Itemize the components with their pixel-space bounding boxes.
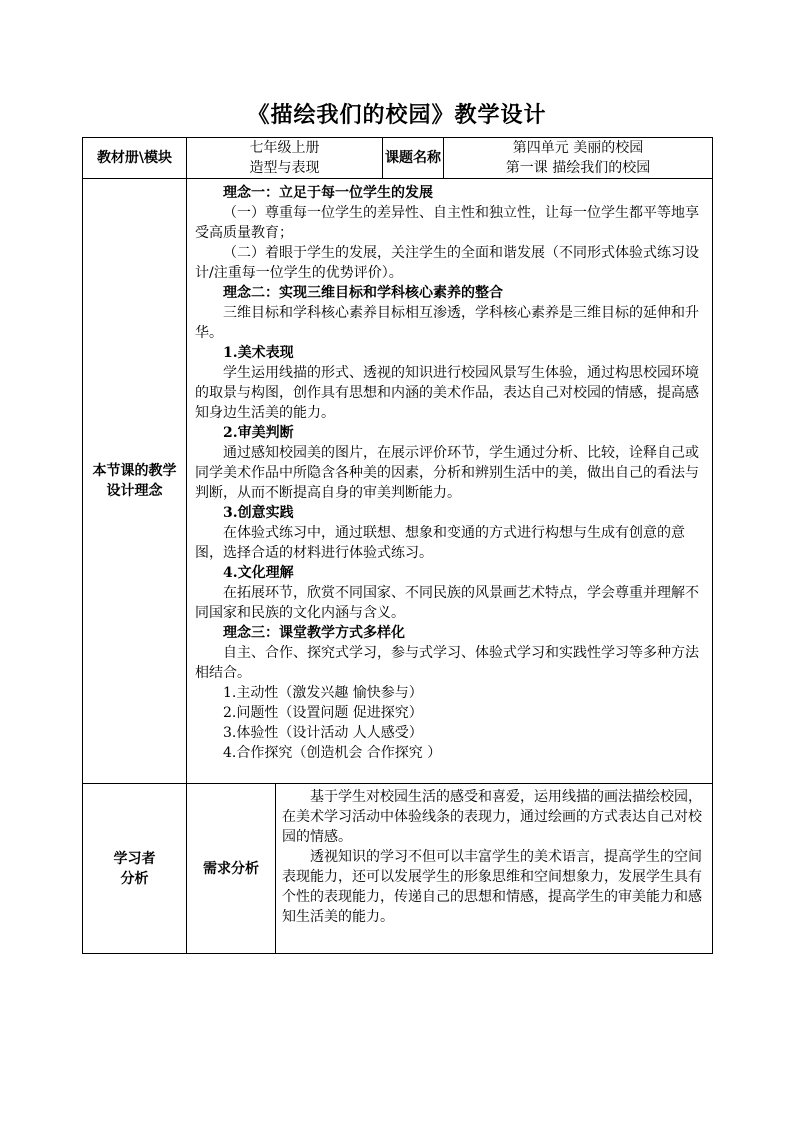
concept-paragraph: 在拓展环节，欣赏不同国家、不同民族的风景画艺术特点，学会尊重并理解不同国家和民族的文化内涵与含义。 <box>195 585 699 621</box>
concept-paragraph: （二）着眼于学生的发展，关注学生的全面和谐发展（不同形式体验式练习设计/注重每一位学生的优势评价）。 <box>195 245 699 281</box>
topic-value-line2: 第一课 描绘我们的校园 <box>505 160 651 176</box>
concept-subheading: 2.审美判断 <box>223 425 294 441</box>
module-value-cell <box>187 138 383 179</box>
module-label-cell <box>83 138 187 179</box>
module-value-line1: 七年级上册 <box>249 140 320 156</box>
needs-analysis-label-cell <box>187 784 276 954</box>
concept-list-item: 4.合作探究（创造机会 合作探究 ） <box>223 745 442 761</box>
concept-list-item: 1.主动性（激发兴趣 愉快参与） <box>223 685 423 701</box>
concept-paragraph: 学生运用线描的形式、透视的知识进行校园风景写生体验，通过构思校园环境的取景与构图，创作具有思想和内涵的美术作品，表达自己对校园的情感，提高感知身边生活美的能力。 <box>195 365 699 421</box>
needs-paragraph: 透视知识的学习不但可以丰富学生的美术语言，提高学生的空间表现能力，还可以发展学生的形象思维和空间想象力，发展学生具有个性的表现能力，传递自己的思想和情感，提高学生的审美能力和感知生活美的能力。 <box>282 849 702 925</box>
concept-subheading: 4.文化理解 <box>223 565 294 581</box>
learner-analysis-label-line1: 学习者 <box>113 850 156 867</box>
learner-analysis-label-cell <box>83 784 187 954</box>
topic-value-line1: 第四单元 美丽的校园 <box>512 140 644 156</box>
needs-analysis-content <box>276 784 713 954</box>
topic-split-cell <box>383 138 713 179</box>
concept-paragraph: 自主、合作、探究式学习，参与式学习、体验式学习和实践性学习等多种方法相结合。 <box>195 645 699 681</box>
design-concept-label: 本节课的教学设计理念 <box>92 463 177 499</box>
concept-subheading: 3.创意实践 <box>223 505 294 521</box>
concept-heading-2: 理念二：实现三维目标和学科核心素养的整合 <box>223 285 503 301</box>
concept-heading-1: 理念一：立足于每一位学生的发展 <box>223 185 433 201</box>
design-concept-label-cell <box>83 179 187 784</box>
table-row <box>83 784 713 954</box>
lesson-design-table <box>82 137 713 954</box>
concept-heading-3: 理念三：课堂教学方式多样化 <box>223 625 405 641</box>
design-concept-content <box>187 179 713 784</box>
table-row <box>83 138 713 179</box>
needs-analysis-label: 需求分析 <box>203 860 259 877</box>
table-row <box>83 179 713 784</box>
concept-paragraph: （一）尊重每一位学生的差异性、自主性和独立性，让每一位学生都平等地享受高质量教育； <box>195 205 699 241</box>
module-value-line2: 造型与表现 <box>249 160 320 176</box>
concept-paragraph: 在体验式练习中，通过联想、想象和变通的方式进行构想与生成有创意的意图，选择合适的材料进行体验式练习。 <box>195 525 685 561</box>
concept-list-item: 3.体验性（设计活动 人人感受） <box>223 725 423 741</box>
topic-value-cell <box>444 138 712 178</box>
document-title: 《描绘我们的校园》教学设计 <box>247 102 547 128</box>
needs-paragraph: 基于学生对校园生活的感受和喜爱，运用线描的画法描绘校园，在美术学习活动中体验线条的表现力，通过绘画的方式表达自己对校园的情感。 <box>282 789 702 845</box>
concept-list-item: 2.问题性（设置问题 促进探究） <box>223 705 423 721</box>
concept-paragraph: 三维目标和学科核心素养目标相互渗透，学科核心素养是三维目标的延伸和升华。 <box>195 305 699 341</box>
topic-label: 课题名称 <box>383 138 444 178</box>
concept-subheading: 1.美术表现 <box>223 345 294 361</box>
concept-paragraph: 通过感知校园美的图片，在展示评价环节，学生通过分析、比较，诠释自己或同学美术作品中所隐含各种美的因素，分析和辨别生活中的美，做出自己的看法与判断，从而不断提高自身的审美判断能力。 <box>195 445 699 501</box>
learner-analysis-label-line2: 分析 <box>120 870 149 887</box>
module-label: 教材册\模块 <box>96 150 173 166</box>
